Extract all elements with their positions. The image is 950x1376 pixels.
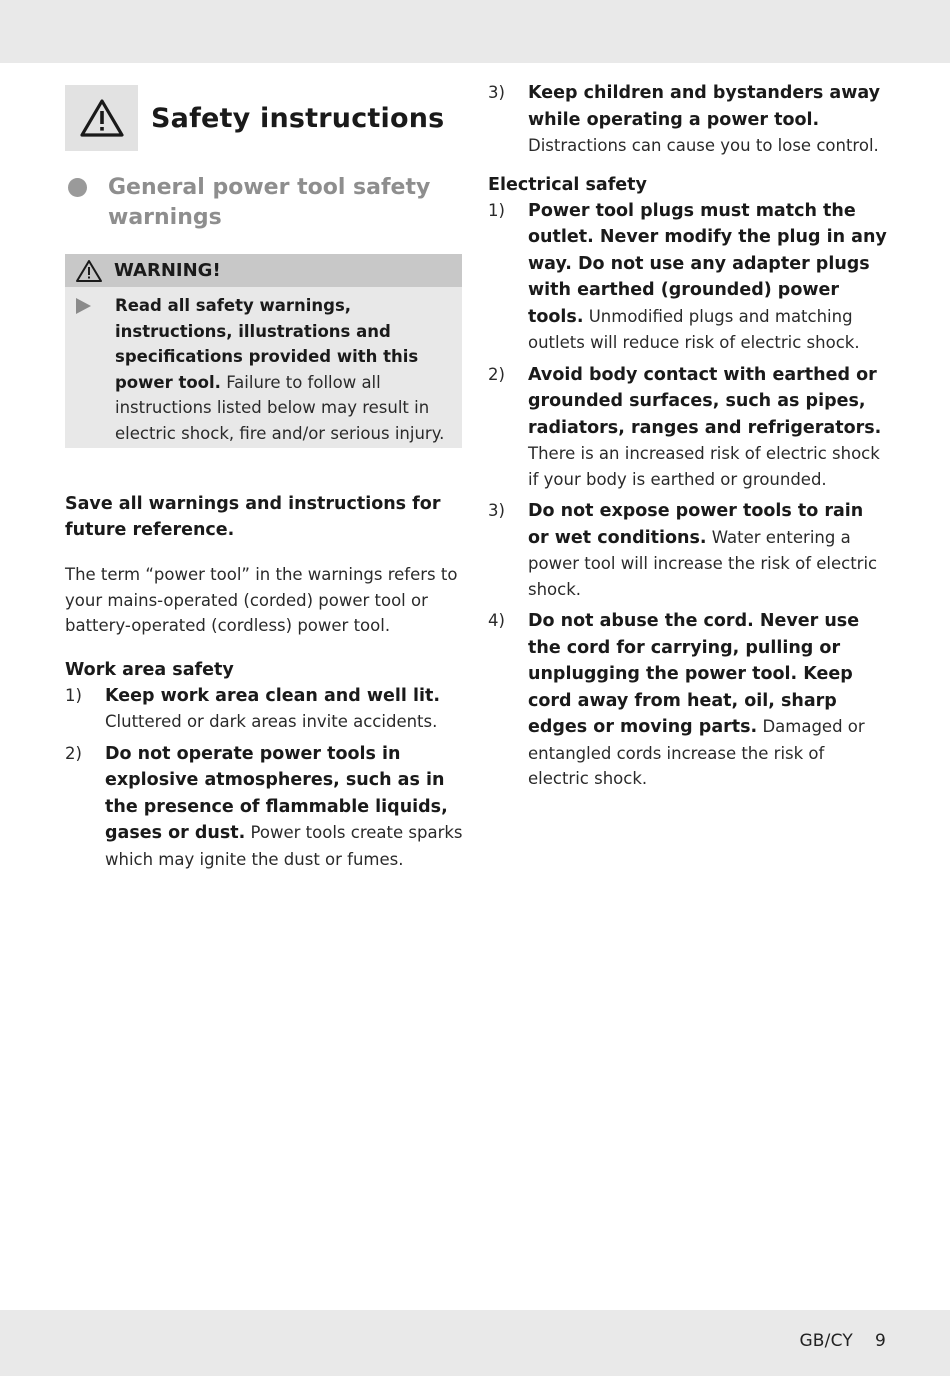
warning-header — [65, 254, 462, 287]
item-bold: Avoid body contact with earthed or grounded surfaces, such as pipes, radiators, ranges and refrigerators. — [528, 364, 882, 438]
item-number: 1) — [488, 200, 505, 220]
item-normal: Cluttered or dark areas invite accidents. — [105, 712, 438, 731]
left-column — [65, 85, 465, 878]
item-normal: There is an increased risk of electric shock if your body is earthed or grounded. — [528, 444, 880, 489]
list-item — [488, 198, 888, 356]
warning-triangle-icon — [75, 259, 103, 283]
work-area-heading: Work area safety — [65, 659, 234, 680]
warning-normal-text: Failure to follow all instructions listed below may result in electric shock, fire and/or serious injury. — [115, 372, 445, 443]
item-bold: Keep work area clean and well lit. — [105, 685, 440, 706]
top-band — [0, 0, 950, 63]
warning-text — [115, 293, 450, 446]
list-item — [65, 683, 465, 735]
section-heading — [65, 173, 465, 233]
item-normal: Power tools create sparks which may ignite the dust or fumes. — [105, 823, 463, 869]
list-item — [488, 498, 888, 602]
item-bold: Power tool plugs must match the outlet. Never modify the plug in any way. Do not use any adapter plugs with earthed (grounded) power tools. — [528, 200, 887, 327]
list-item — [488, 362, 888, 493]
item-number: 4) — [488, 611, 505, 630]
list-item — [488, 608, 888, 792]
right-column — [488, 80, 888, 798]
item-normal: Distractions can cause you to lose control. — [528, 136, 879, 155]
triangle-arrow-icon — [76, 298, 91, 314]
page-footer — [799, 1331, 886, 1351]
item-bold: Do not operate power tools in explosive atmospheres, such as in the presence of flammable liquids, gases or dust. — [105, 743, 448, 843]
item-normal: Unmodified plugs and matching outlets will reduce risk of electric shock. — [528, 306, 860, 352]
item-number: 1) — [65, 685, 82, 705]
item-text — [528, 608, 888, 792]
warning-triangle-icon — [65, 85, 138, 151]
item-normal: Water entering a power tool will increase the risk of electric shock. — [528, 527, 878, 599]
grey-dot-bullet — [68, 178, 87, 197]
list-item — [65, 741, 465, 873]
warning-bold-text: Read all safety warnings, instructions, illustrations and specifications provided with this power tool. — [115, 296, 419, 392]
item-bold: Keep children and bystanders away while operating a power tool. — [528, 83, 881, 130]
item-normal: Damaged or entangled cords increase the risk of electric shock. — [528, 717, 865, 788]
list-item — [488, 80, 888, 159]
item-text — [528, 498, 888, 602]
item-text — [105, 741, 465, 873]
electrical-heading: Electrical safety — [488, 174, 647, 195]
item-number: 2) — [65, 743, 82, 763]
item-text — [528, 80, 888, 159]
footer-region: GB/CY — [799, 1331, 853, 1351]
item-number: 3) — [488, 83, 505, 102]
intro-paragraph: The term “power tool” in the warnings refers to your mains-operated (corded) power tool or battery-operated (cordless) power tool. — [65, 565, 458, 635]
warning-label: WARNING! — [114, 260, 221, 281]
save-note: Save all warnings and instructions for future reference. — [65, 494, 441, 540]
item-bold: Do not expose power tools to rain or wet conditions. — [528, 501, 864, 548]
item-number: 3) — [488, 501, 505, 520]
title-row — [65, 85, 465, 151]
warning-body — [65, 287, 462, 448]
page-number: 9 — [874, 1331, 886, 1351]
item-text — [528, 362, 888, 493]
item-number: 2) — [488, 364, 505, 384]
item-text — [105, 683, 465, 735]
item-bold: Do not abuse the cord. Never use the cord for carrying, pulling or unplugging the power tool. Keep cord away from heat, oil, sharp edges or moving parts. — [528, 611, 860, 737]
warning-box — [65, 254, 462, 448]
page-title: Safety instructions — [151, 102, 445, 134]
item-text — [528, 198, 888, 356]
section-title: General power tool safety warnings — [108, 175, 431, 230]
